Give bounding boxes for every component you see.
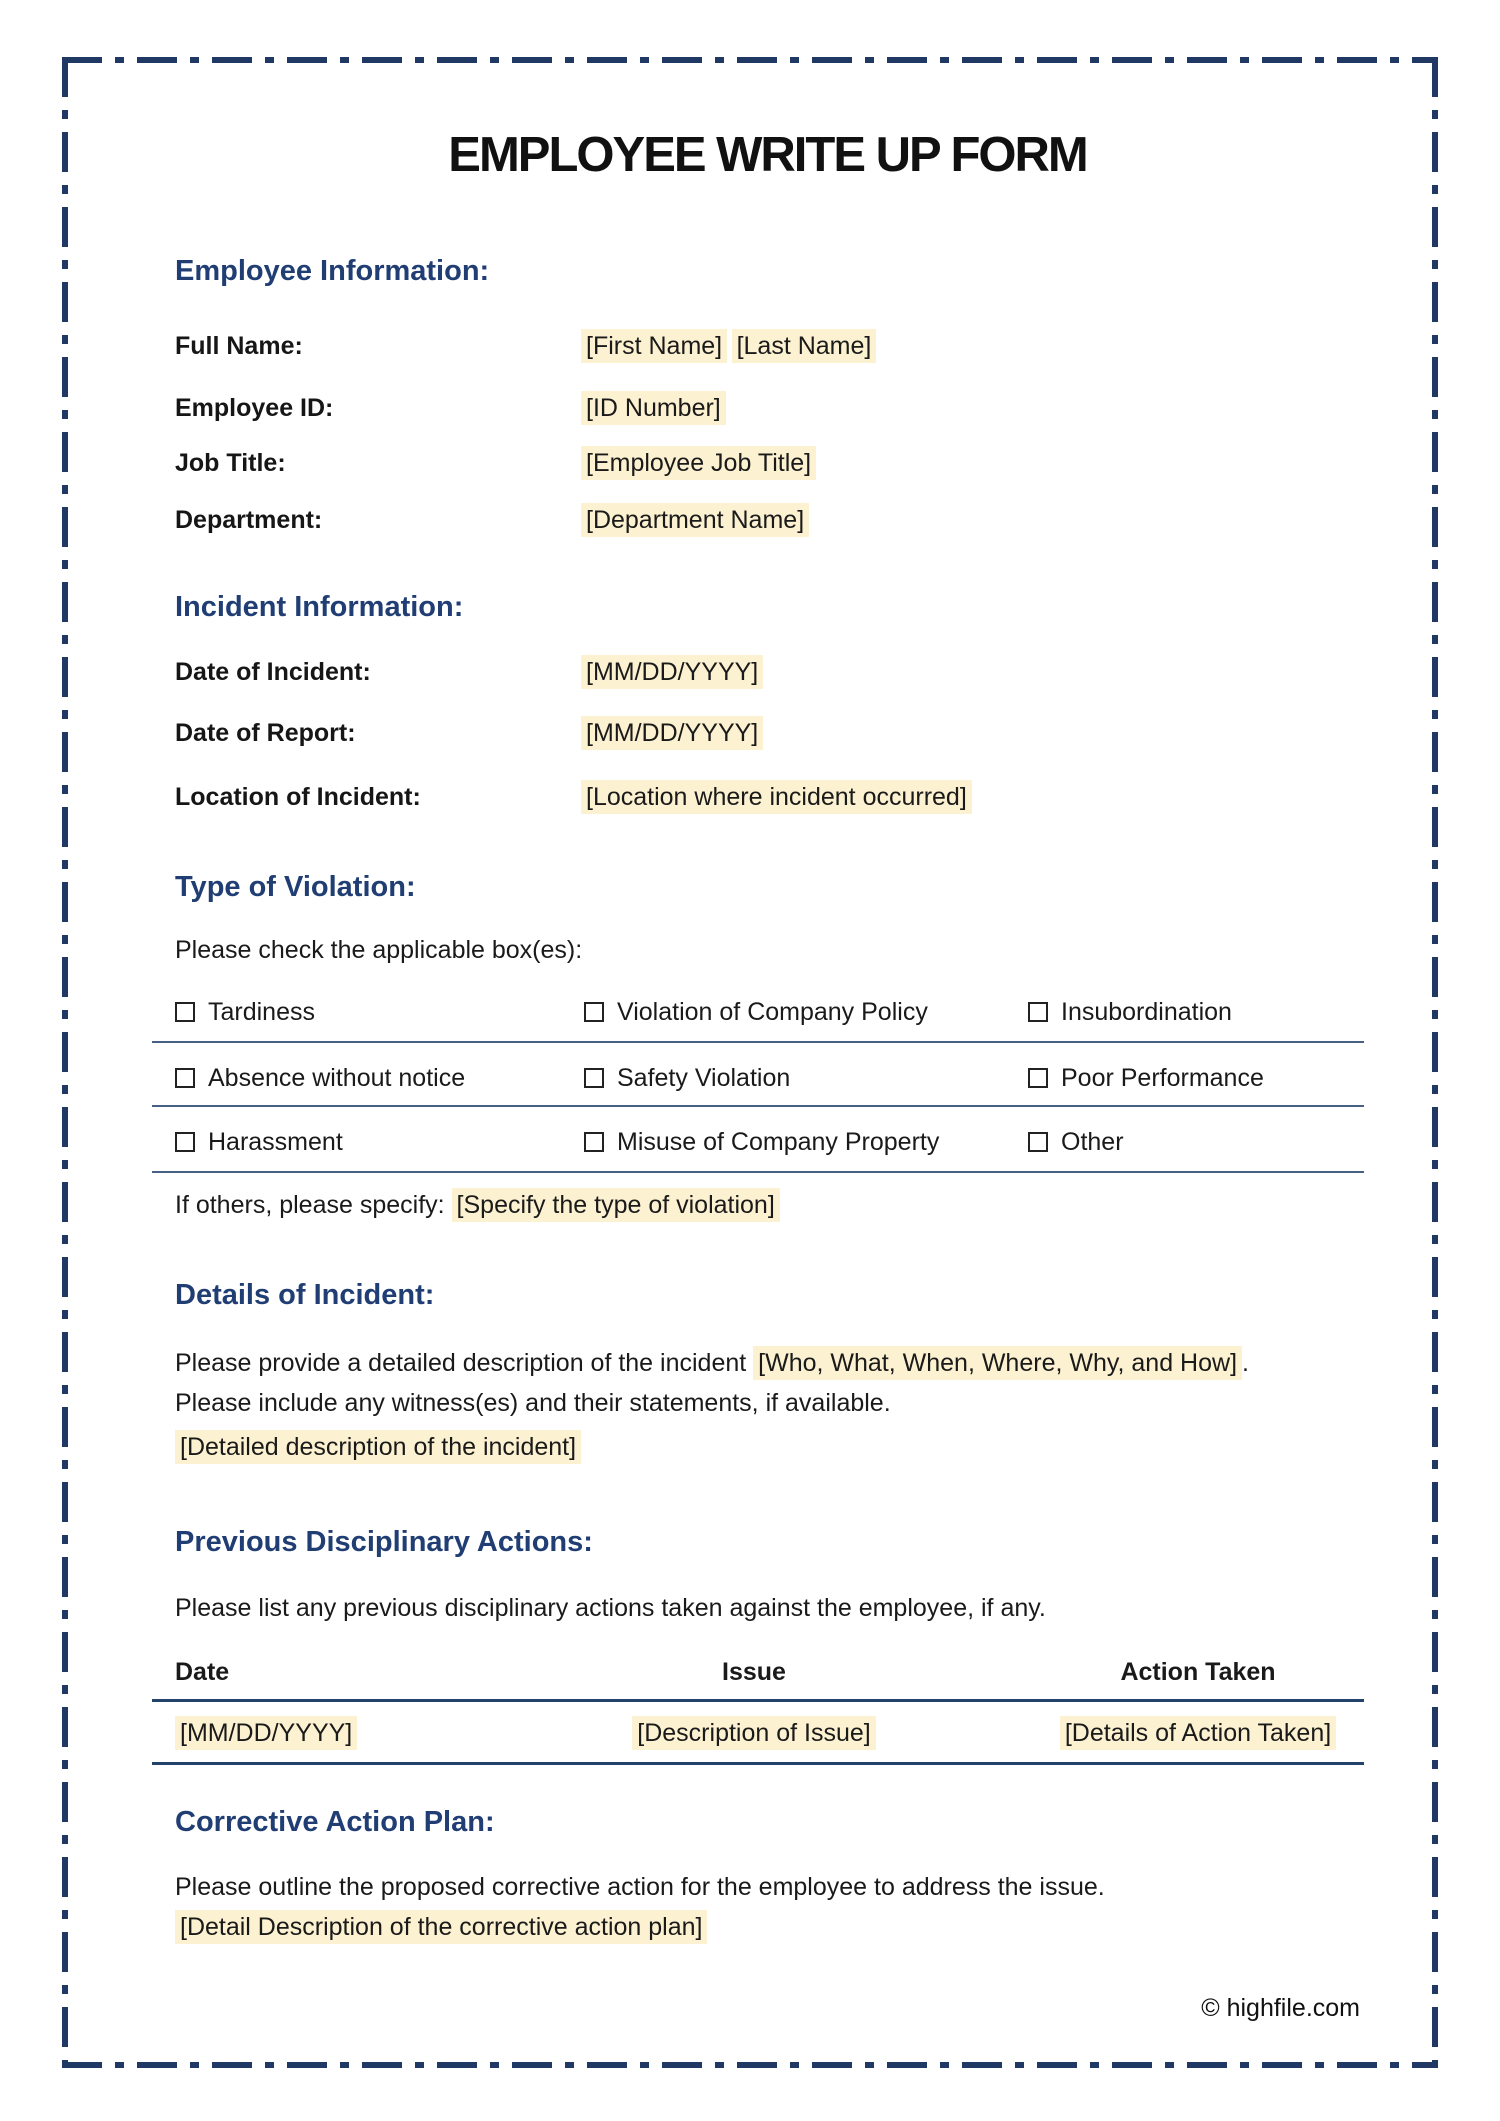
section-heading-incident-information: Incident Information:: [175, 591, 464, 623]
checkbox-label-harassment: Harassment: [208, 1128, 343, 1156]
table-header-row: [175, 1655, 1360, 1689]
placeholder-first-name[interactable]: [First Name]: [581, 329, 727, 363]
section-heading-previous-disciplinary-actions: Previous Disciplinary Actions:: [175, 1526, 593, 1558]
field-label-date-of-report: Date of Report:: [175, 719, 356, 747]
checkbox-label-poor-performance: Poor Performance: [1061, 1064, 1264, 1092]
placeholder-id-number[interactable]: [ID Number]: [581, 391, 726, 425]
field-value-date-of-report: [581, 716, 763, 750]
violation-other-label: If others, please specify:: [175, 1191, 445, 1219]
page-content: [175, 0, 1360, 2121]
field-value-location-of-incident: [581, 780, 972, 814]
checkbox-other[interactable]: [1028, 1132, 1048, 1152]
section-heading-corrective-action-plan: Corrective Action Plan:: [175, 1806, 495, 1838]
table-row: [175, 1716, 1360, 1750]
field-row-location-of-incident: [175, 780, 1360, 814]
field-row-employee-id: [175, 391, 1360, 425]
field-row-date-of-report: [175, 716, 1360, 750]
checkbox-safety-violation[interactable]: [584, 1068, 604, 1088]
placeholder-table-issue[interactable]: [Description of Issue]: [632, 1716, 875, 1750]
placeholder-table-action-taken[interactable]: [Details of Action Taken]: [1060, 1716, 1336, 1750]
placeholder-corrective-action-plan[interactable]: [Detail Description of the corrective action plan]: [175, 1910, 707, 1944]
table-cell-action-taken: [1036, 1716, 1360, 1750]
field-value-job-title: [581, 446, 816, 480]
corrective-instruction: Please outline the proposed corrective action for the employee to address the issue.: [175, 1873, 1105, 1901]
checkbox-item-poor-performance: [1028, 1061, 1264, 1095]
footer-credit: © highfile.com: [1201, 1994, 1360, 2022]
violation-other-line: [175, 1188, 780, 1222]
placeholder-table-date[interactable]: [MM/DD/YYYY]: [175, 1716, 357, 1750]
table-header-date: Date: [175, 1658, 230, 1686]
checkbox-label-other: Other: [1061, 1128, 1124, 1156]
violation-row-3: [175, 1125, 1360, 1159]
previous-actions-instruction: Please list any previous disciplinary actions taken against the employee, if any.: [175, 1594, 1046, 1622]
checkbox-label-safety-violation: Safety Violation: [617, 1064, 791, 1092]
field-value-full-name: [581, 329, 876, 363]
page-border-left: [62, 57, 68, 2068]
table-header-action-taken: Action Taken: [1120, 1658, 1276, 1686]
page-title: EMPLOYEE WRITE UP FORM: [448, 128, 1087, 182]
details-placeholder-line: [175, 1430, 581, 1464]
placeholder-location-of-incident[interactable]: [Location where incident occurred]: [581, 780, 972, 814]
field-value-employee-id: [581, 391, 726, 425]
field-label-full-name: Full Name:: [175, 332, 303, 360]
field-row-full-name: [175, 329, 1360, 363]
placeholder-specify-violation[interactable]: [Specify the type of violation]: [452, 1188, 780, 1222]
violation-row-2: [175, 1061, 1360, 1095]
field-label-job-title: Job Title:: [175, 449, 286, 477]
checkbox-poor-performance[interactable]: [1028, 1068, 1048, 1088]
placeholder-job-title[interactable]: [Employee Job Title]: [581, 446, 816, 480]
details-instruction-suffix: .: [1242, 1349, 1249, 1377]
details-instruction-prefix: Please provide a detailed description of the incident: [175, 1349, 754, 1377]
checkbox-misuse-of-company-property[interactable]: [584, 1132, 604, 1152]
checkbox-violation-of-company-policy[interactable]: [584, 1002, 604, 1022]
checkbox-label-misuse-of-company-property: Misuse of Company Property: [617, 1128, 940, 1156]
checkbox-insubordination[interactable]: [1028, 1002, 1048, 1022]
field-label-location-of-incident: Location of Incident:: [175, 783, 421, 811]
checkbox-item-insubordination: [1028, 995, 1232, 1029]
checkbox-label-insubordination: Insubordination: [1061, 998, 1232, 1026]
field-row-job-title: [175, 446, 1360, 480]
field-label-date-of-incident: Date of Incident:: [175, 658, 371, 686]
table-rule-top: [152, 1699, 1364, 1702]
placeholder-date-of-incident[interactable]: [MM/DD/YYYY]: [581, 655, 763, 689]
checkbox-tardiness[interactable]: [175, 1002, 195, 1022]
table-rule-bottom: [152, 1762, 1364, 1765]
placeholder-who-what-when[interactable]: [Who, What, When, Where, Why, and How]: [753, 1346, 1242, 1380]
details-instruction: [175, 1343, 1360, 1423]
placeholder-date-of-report[interactable]: [MM/DD/YYYY]: [581, 716, 763, 750]
checkbox-label-tardiness: Tardiness: [208, 998, 315, 1026]
violation-instruction: Please check the applicable box(es):: [175, 936, 583, 964]
section-heading-employee-information: Employee Information:: [175, 255, 490, 287]
table-header-issue: Issue: [722, 1658, 786, 1686]
placeholder-department-name[interactable]: [Department Name]: [581, 503, 809, 537]
section-heading-type-of-violation: Type of Violation:: [175, 871, 416, 903]
violation-divider-2: [152, 1105, 1364, 1107]
field-row-department: [175, 503, 1360, 537]
violation-divider-3: [152, 1171, 1364, 1173]
violation-row-1: [175, 995, 1360, 1029]
checkbox-item-absence-without-notice: [175, 1061, 465, 1095]
checkbox-absence-without-notice[interactable]: [175, 1068, 195, 1088]
corrective-placeholder-line: [175, 1910, 707, 1944]
placeholder-detailed-description[interactable]: [Detailed description of the incident]: [175, 1430, 581, 1464]
checkbox-harassment[interactable]: [175, 1132, 195, 1152]
page-border-right: [1432, 57, 1438, 2068]
field-label-department: Department:: [175, 506, 323, 534]
violation-divider-1: [152, 1041, 1364, 1043]
checkbox-item-other: [1028, 1125, 1124, 1159]
field-row-date-of-incident: [175, 655, 1360, 689]
checkbox-label-absence-without-notice: Absence without notice: [208, 1064, 466, 1092]
details-instruction-line2: Please include any witness(es) and their statements, if available.: [175, 1389, 891, 1417]
field-label-employee-id: Employee ID:: [175, 394, 334, 422]
checkbox-item-harassment: [175, 1125, 343, 1159]
field-value-department: [581, 503, 809, 537]
field-value-date-of-incident: [581, 655, 763, 689]
checkbox-item-safety-violation: [584, 1061, 790, 1095]
checkbox-item-misuse-of-company-property: [584, 1125, 939, 1159]
checkbox-item-tardiness: [175, 995, 315, 1029]
section-heading-details-of-incident: Details of Incident:: [175, 1279, 435, 1311]
checkbox-item-violation-of-company-policy: [584, 995, 928, 1029]
placeholder-last-name[interactable]: [Last Name]: [732, 329, 877, 363]
checkbox-label-violation-of-company-policy: Violation of Company Policy: [617, 998, 928, 1026]
